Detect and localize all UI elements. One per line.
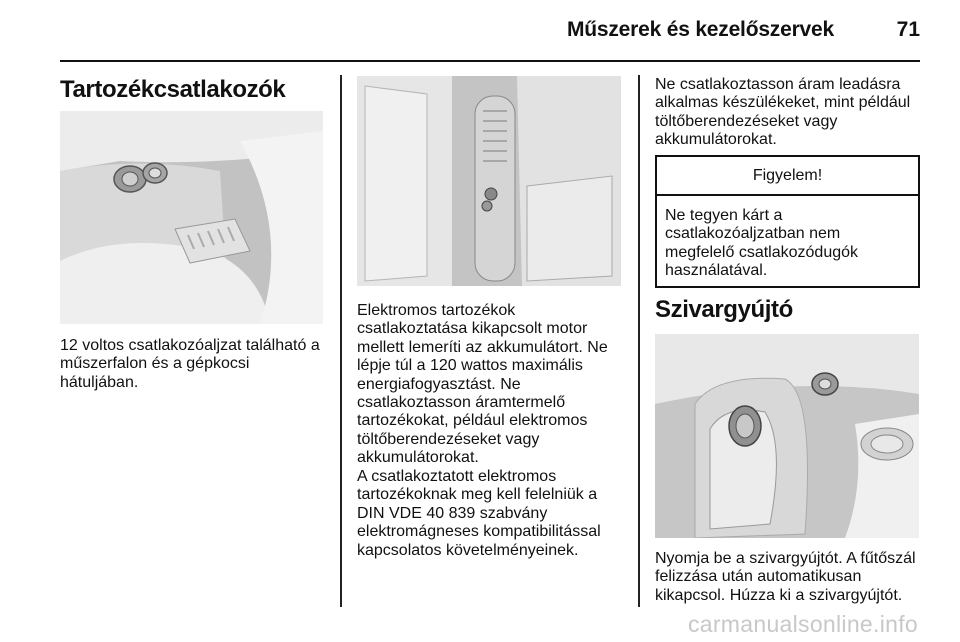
warning-box [655,155,920,288]
column-divider-2 [638,75,640,607]
paragraph-power-limit: Elektromos tartozékok csatlakoztatása kikapcsolt motor mellett lemeríti az akkumulátort. Ne lépje túl a 120 wattos maximális energiafogyasztást. Ne csatlakoztasson áramtermelő tartozékokat, például elektromos töltőberendezéseket vagy akkumulátorokat. [357,302,608,467]
cigarette-lighter-illustration [655,334,919,538]
dashboard-power-socket-illustration [60,111,323,324]
watermark: carmanualsonline.info [687,611,918,637]
paragraph-emc-standard: A csatlakoztatott elektromos tartozékoknak meg kell felelniük a DIN VDE 40 839 szabvány elektromágneses kompatibilitással kapcsolatos követelményeinek. [357,468,601,559]
rear-cargo-power-socket-illustration [357,76,621,286]
heading-cigarette-lighter: Szivargyújtó [655,296,793,323]
column-divider-1 [340,75,342,607]
warning-title: Figyelem! [657,157,918,196]
heading-accessory-sockets: Tartozékcsatlakozók [60,76,286,103]
warning-text: Ne tegyen kárt a csatlakozóaljzatban nem megfelelő csatlakozódugók használatával. [665,207,859,280]
header-divider [60,60,920,62]
page-header [60,0,920,62]
paragraph-lighter-instructions: Nyomja be a szivargyújtót. A fűtőszál felizzása után automatikusan kikapcsol. Húzza ki a szivargyújtót. [655,550,916,604]
section-title: Műszerek és kezelőszervek [566,18,834,41]
page-number: 71 [896,18,920,41]
paragraph-no-charging-devices: Ne csatlakoztasson áram leadásra alkalmas készülékeket, mint például töltőberendezéseket vagy akkumulátorokat. [655,76,911,149]
paragraph-socket-location: 12 voltos csatlakozóaljzat található a műszerfalon és a gépkocsi hátuljában. [60,337,320,391]
